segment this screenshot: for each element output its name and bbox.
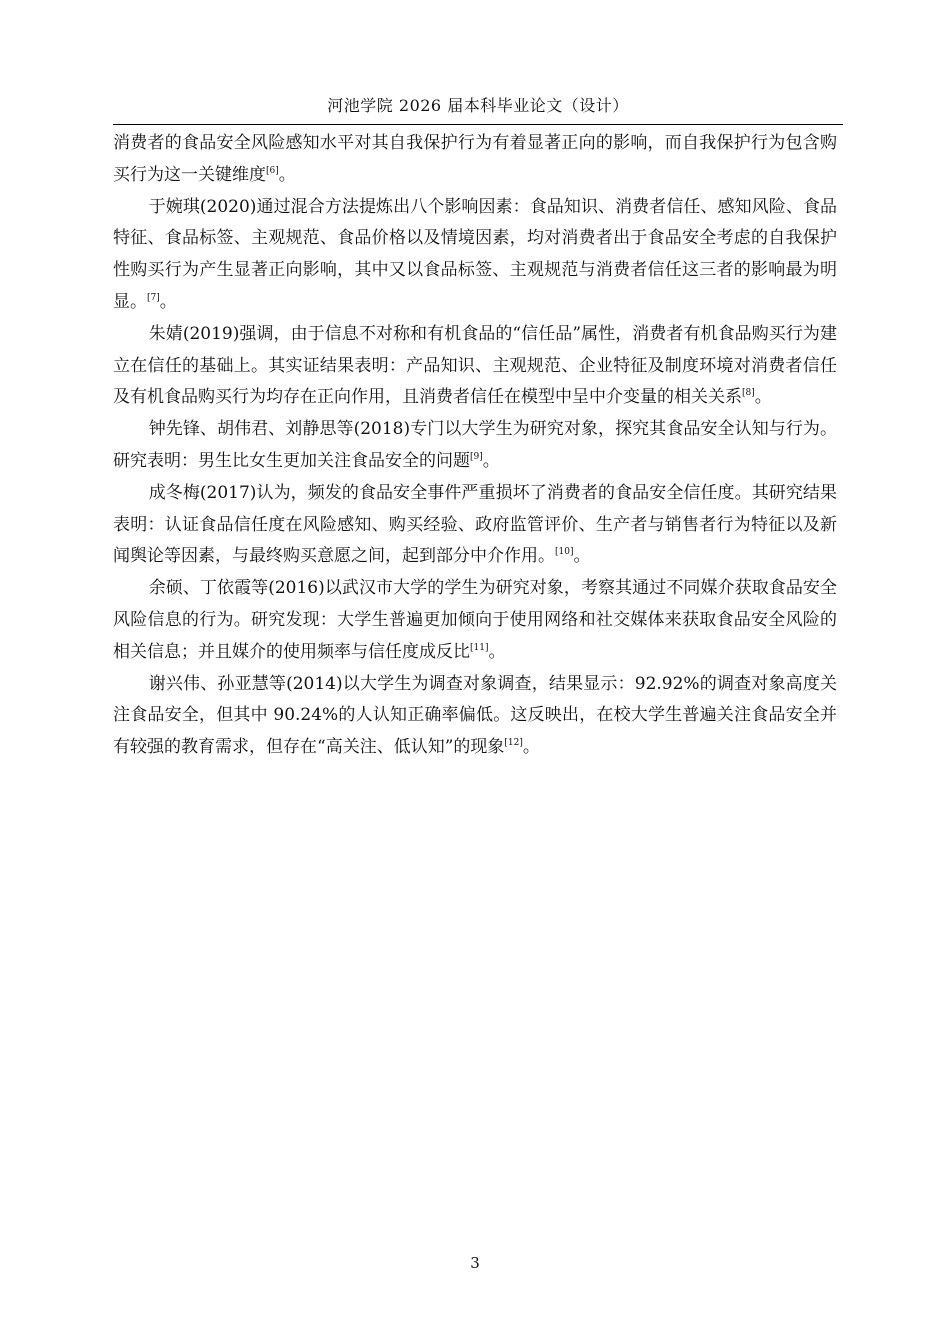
paragraph-tail: 。: [488, 641, 506, 662]
paragraph-4: [113, 414, 837, 478]
paragraph-5: [113, 478, 837, 573]
citation-ref: [12]: [504, 738, 523, 749]
paragraph-tail: 。: [522, 737, 540, 758]
paragraph-tail: 。: [159, 291, 177, 312]
citation-ref: [8]: [742, 388, 755, 399]
paragraph-6: [113, 573, 837, 668]
paragraph-tail: 。: [573, 546, 591, 567]
paragraph-3: [113, 319, 837, 414]
paragraph-text: 余硕、丁依霞等(2016)以武汉市大学的学生为研究对象，考察其通过不同媒介获取食品安全风险信息的行为。研究发现：大学生普遍更加倾向于使用网络和社交媒体来获取食品安全风险的相关信息；并且媒介的使用频率与信任度成反比: [113, 578, 837, 662]
paragraph-tail: 。: [278, 164, 296, 185]
page-number-text: 3: [470, 1254, 480, 1272]
citation-ref: [7]: [147, 292, 160, 303]
header-divider: [113, 124, 843, 125]
header-title: 河池学院 2026 届本科毕业论文（设计）: [327, 96, 629, 115]
citation-ref: [11]: [470, 642, 489, 653]
citation-ref: [9]: [470, 451, 483, 462]
paragraph-text: 朱婧(2019)强调，由于信息不对称和有机食品的“信任品”属性，消费者有机食品购买行为建立在信任的基础上。其实证结果表明：产品知识、主观规范、企业特征及制度环境对消费者信任及有机食品购买行为均存在正向作用，且消费者信任在模型中呈中介变量的相关关系: [113, 323, 837, 408]
paragraph-tail: 。: [482, 450, 500, 471]
page-header: [113, 95, 843, 117]
body-text: [113, 128, 837, 764]
paragraph-text: 消费者的食品安全风险感知水平对其自我保护行为有着显著正向的影响，而自我保护行为包含购买行为这一关键维度: [113, 133, 837, 185]
paragraph-tail: 。: [754, 387, 772, 408]
paragraph-text: 谢兴伟、孙亚慧等(2014)以大学生为调查对象调查，结果显示：92.92%的调查对象高度关注食品安全，但其中 90.24%的人认知正确率偏低。这反映出，在校大学生普遍关注食品安全并有较强的教育需求，但存在“高关注、低认知”的现象: [113, 673, 837, 758]
paragraph-text: 成冬梅(2017)认为，频发的食品安全事件严重损坏了消费者的食品安全信任度。其研究结果表明：认证食品信任度在风险感知、购买经验、政府监管评价、生产者与销售者行为特征以及新闻舆论等因素，与最终购买意愿之间，起到部分中介作用。: [113, 482, 837, 567]
paragraph-text: 于婉琪(2020)通过混合方法提炼出八个影响因素：食品知识、消费者信任、感知风险、食品特征、食品标签、主观规范、食品价格以及情境因素，均对消费者出于食品安全考虑的自我保护性购买行为产生显著正向影响，其中又以食品标签、主观规范与消费者信任这三者的影响最为明显。: [113, 196, 837, 312]
citation-ref: [6]: [266, 165, 279, 176]
paragraph-1: [113, 128, 837, 192]
citation-ref: [10]: [555, 547, 574, 558]
page-number: [0, 1254, 950, 1272]
paragraph-text: 钟先锋、胡伟君、刘静思等(2018)专门以大学生为研究对象，探究其食品安全认知与行为。研究表明：男生比女生更加关注食品安全的问题: [113, 419, 837, 471]
paragraph-2: [113, 192, 837, 319]
paragraph-7: [113, 669, 837, 764]
